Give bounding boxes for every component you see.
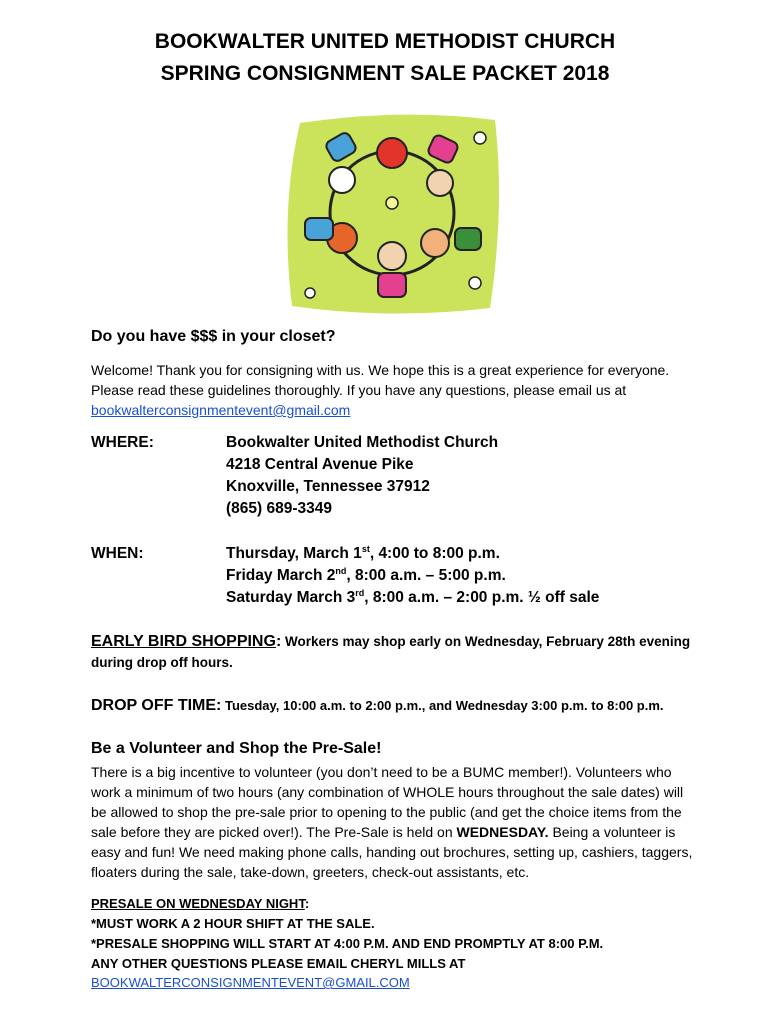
- early-bird-line2: during drop off hours.: [91, 655, 233, 670]
- presale-heading: PRESALE ON WEDNESDAY NIGHT:: [91, 896, 310, 911]
- volunteer-line: sale before they are picked over!). The Pre-Sale is held on WEDNESDAY. Being a volunteer is: [91, 824, 676, 840]
- where-line: 4218 Central Avenue Pike: [226, 456, 414, 473]
- when-day-1: Thursday, March 1st, 4:00 to 8:00 p.m.: [226, 543, 500, 562]
- intro-heading: Do you have $$$ in your closet?: [91, 328, 336, 345]
- where-line: Bookwalter United Methodist Church: [226, 434, 499, 451]
- presale-line: *PRESALE SHOPPING WILL START AT 4:00 P.M. AND END PROMPTLY AT 8:00 P.M.: [91, 936, 604, 951]
- document-title-line1: BOOKWALTER UNITED METHODIST CHURCH: [154, 30, 616, 53]
- where-label: WHERE:: [91, 434, 154, 451]
- where-line: (865) 689-3349: [226, 500, 332, 517]
- volunteer-line: easy and fun! We need making phone calls, handing out brochures, setting up, cashiers, taggers,: [91, 844, 693, 860]
- presale-email-link[interactable]: BOOKWALTERCONSIGNMENTEVENT@GMAIL.COM: [91, 975, 410, 990]
- volunteer-line: floaters during the sale, take-down, greeters, check-out assistants, etc.: [91, 864, 530, 880]
- early-bird-line1: EARLY BIRD SHOPPING: Workers may shop early on Wednesday, February 28th evening: [91, 633, 691, 650]
- children-circle-clipart-icon: [280, 108, 505, 318]
- volunteer-line: work a minimum of two hours (any combination of WHOLE hours throughout the sale dates) will: [91, 784, 684, 800]
- when-label: WHEN:: [91, 545, 144, 562]
- drop-off-line: DROP OFF TIME: Tuesday, 10:00 a.m. to 2:00 p.m., and Wednesday 3:00 p.m. to 8:00 p.m.: [91, 697, 664, 714]
- when-day-2: Friday March 2nd, 8:00 a.m. – 5:00 p.m.: [226, 565, 506, 584]
- intro-line2: Please read these guidelines thoroughly. If you have any questions, please email us at: [91, 382, 627, 398]
- volunteer-heading: Be a Volunteer and Shop the Pre-Sale!: [91, 740, 382, 757]
- volunteer-line: be allowed to shop the pre-sale prior to opening to the public (and get the choice items from the: [91, 804, 682, 820]
- presale-line: ANY OTHER QUESTIONS PLEASE EMAIL CHERYL MILLS AT: [91, 956, 466, 971]
- presale-line: *MUST WORK A 2 HOUR SHIFT AT THE SALE.: [91, 916, 375, 931]
- when-day-3: Saturday March 3rd, 8:00 a.m. – 2:00 p.m. ½ off sale: [226, 587, 600, 606]
- intro-line1: Welcome! Thank you for consigning with us. We hope this is a great experience for everyone.: [91, 362, 670, 378]
- where-line: Knoxville, Tennessee 37912: [226, 478, 430, 495]
- intro-email-link[interactable]: bookwalterconsignmentevent@gmail.com: [91, 402, 351, 418]
- document-title-line2: SPRING CONSIGNMENT SALE PACKET 2018: [160, 62, 610, 85]
- volunteer-line: There is a big incentive to volunteer (you don’t need to be a BUMC member!). Volunteers who: [91, 764, 672, 780]
